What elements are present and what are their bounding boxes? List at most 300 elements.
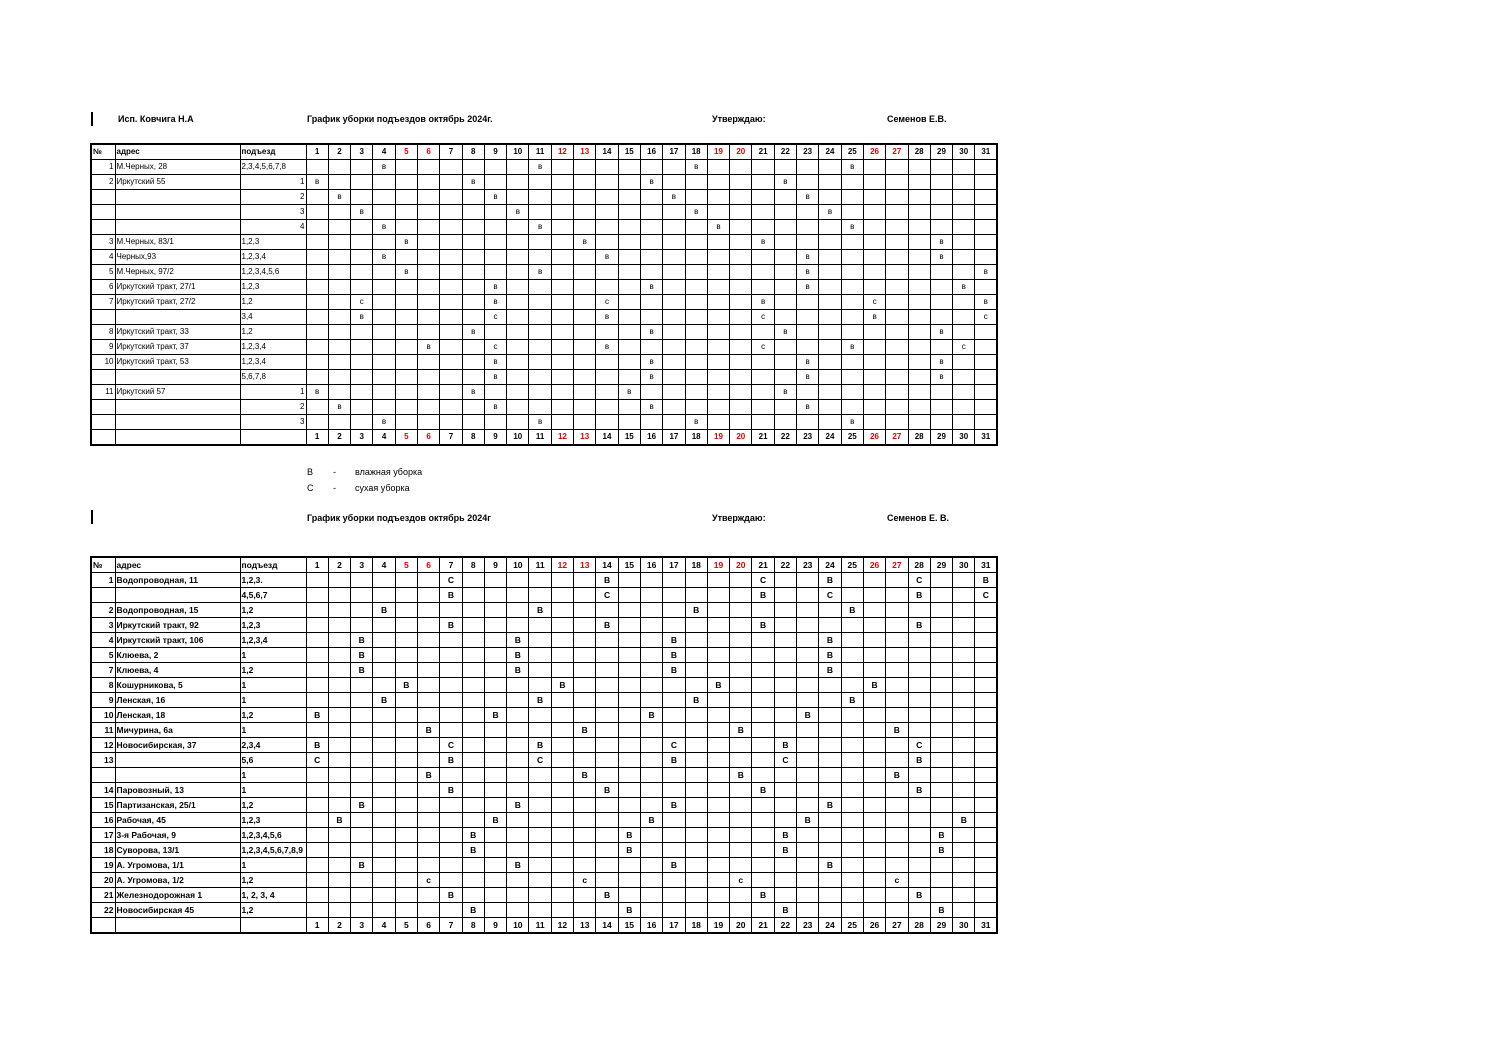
empty-cell: [685, 783, 707, 798]
empty-cell: [484, 873, 506, 888]
empty-cell: [841, 235, 863, 250]
empty-cell: [507, 588, 529, 603]
cleaning-mark: С: [306, 753, 328, 768]
empty-cell: [685, 903, 707, 918]
empty-cell: [886, 235, 908, 250]
address-cell: [115, 370, 240, 385]
empty-cell: [752, 738, 774, 753]
day-header: 19: [707, 144, 729, 160]
day-header: 1: [306, 430, 328, 446]
cleaning-mark: В: [529, 693, 551, 708]
empty-cell: [507, 603, 529, 618]
empty-cell: [574, 415, 596, 430]
empty-cell: [417, 618, 439, 633]
empty-cell: [685, 738, 707, 753]
empty-cell: [462, 220, 484, 235]
empty-cell: [908, 325, 930, 340]
cleaning-mark: В: [507, 858, 529, 873]
empty-cell: [395, 768, 417, 783]
empty-cell: [373, 723, 395, 738]
empty-cell: [618, 798, 640, 813]
empty-cell: [574, 828, 596, 843]
empty-cell: [819, 400, 841, 415]
empty-cell: [908, 723, 930, 738]
row-number: 11: [91, 385, 115, 400]
address-cell: М.Черных, 83/1: [115, 235, 240, 250]
empty-cell: [596, 355, 618, 370]
cleaning-mark: В: [930, 843, 952, 858]
cleaning-mark: с: [752, 340, 774, 355]
cleaning-mark: в: [306, 175, 328, 190]
row-number: 20: [91, 873, 115, 888]
address-cell: [115, 768, 240, 783]
empty-cell: [551, 235, 573, 250]
empty-cell: [596, 220, 618, 235]
empty-cell: [596, 370, 618, 385]
cleaning-mark: В: [774, 828, 796, 843]
cleaning-mark: в: [462, 325, 484, 340]
day-header: 6: [417, 918, 439, 934]
empty-cell: [529, 663, 551, 678]
empty-cell: [551, 265, 573, 280]
empty-cell: [953, 160, 975, 175]
empty-cell: [351, 175, 373, 190]
empty-cell: [730, 175, 752, 190]
empty-cell: [685, 618, 707, 633]
empty-cell: [484, 888, 506, 903]
empty-cell: [863, 280, 885, 295]
empty-cell: [730, 798, 752, 813]
cleaning-mark: в: [930, 355, 952, 370]
day-header: 20: [730, 144, 752, 160]
empty-cell: [975, 618, 997, 633]
empty-cell: [640, 573, 662, 588]
legend-code-dry: С: [307, 483, 314, 493]
empty-cell: [551, 295, 573, 310]
cleaning-mark: В: [908, 888, 930, 903]
empty-cell: [640, 753, 662, 768]
empty-cell: [440, 903, 462, 918]
empty-cell: [462, 858, 484, 873]
empty-cell: [730, 753, 752, 768]
day-header: 26: [863, 430, 885, 446]
empty-cell: [707, 250, 729, 265]
entrance-cell: 1: [240, 783, 306, 798]
empty-cell: [417, 573, 439, 588]
empty-cell: [685, 310, 707, 325]
empty-cell: [373, 903, 395, 918]
empty-cell: [640, 888, 662, 903]
empty-cell: [551, 693, 573, 708]
empty-cell: [797, 858, 819, 873]
empty-cell: [529, 355, 551, 370]
empty-cell: [640, 738, 662, 753]
cleaning-mark: в: [774, 385, 796, 400]
empty-cell: [908, 873, 930, 888]
empty-cell: [618, 648, 640, 663]
row-number: 2: [91, 603, 115, 618]
empty-cell: [395, 648, 417, 663]
empty-cell: [507, 843, 529, 858]
day-header: 25: [841, 557, 863, 573]
empty-cell: [574, 280, 596, 295]
empty-cell: [930, 175, 952, 190]
empty-cell: [863, 648, 885, 663]
column-header-entrance: подъезд: [240, 144, 306, 160]
day-header: 24: [819, 557, 841, 573]
empty-cell: [462, 415, 484, 430]
empty-cell: [730, 190, 752, 205]
empty-cell: [886, 400, 908, 415]
empty-cell: [351, 250, 373, 265]
empty-cell: [462, 888, 484, 903]
empty-cell: [529, 903, 551, 918]
empty-cell: [841, 768, 863, 783]
empty-cell: [484, 250, 506, 265]
row-number: 10: [91, 355, 115, 370]
empty-cell: [618, 888, 640, 903]
empty-cell: [975, 828, 997, 843]
empty-cell: [596, 280, 618, 295]
empty-cell: [685, 295, 707, 310]
empty-cell: [551, 415, 573, 430]
day-header: 27: [886, 557, 908, 573]
empty-cell: [551, 573, 573, 588]
empty-cell: [640, 190, 662, 205]
table-row: [91, 693, 997, 708]
cleaning-mark: В: [440, 783, 462, 798]
address-cell: М.Черных, 28: [115, 160, 240, 175]
empty-cell: [328, 250, 350, 265]
empty-cell: [395, 295, 417, 310]
empty-cell: [640, 648, 662, 663]
cleaning-mark: в: [707, 220, 729, 235]
empty-cell: [685, 340, 707, 355]
empty-cell: [574, 220, 596, 235]
empty-cell: [707, 175, 729, 190]
cleaning-mark: В: [841, 693, 863, 708]
empty-cell: [730, 205, 752, 220]
empty-cell: [663, 340, 685, 355]
cleaning-mark: В: [507, 798, 529, 813]
cleaning-mark: в: [685, 415, 707, 430]
empty-cell: [707, 843, 729, 858]
empty-cell: [462, 603, 484, 618]
empty-cell: [574, 160, 596, 175]
empty-cell: [574, 618, 596, 633]
empty-cell: [841, 325, 863, 340]
empty-cell: [551, 280, 573, 295]
cleaning-mark: в: [841, 220, 863, 235]
empty-cell: [774, 693, 796, 708]
empty-cell: [707, 813, 729, 828]
empty-cell: [707, 295, 729, 310]
empty-cell: [663, 325, 685, 340]
empty-cell: [395, 618, 417, 633]
empty-cell: [730, 648, 752, 663]
empty-cell: [328, 325, 350, 340]
empty-cell: [351, 265, 373, 280]
empty-cell: [953, 888, 975, 903]
address-cell: Иркутский 55: [115, 175, 240, 190]
empty-cell: [863, 783, 885, 798]
cleaning-mark: В: [730, 723, 752, 738]
legend-code-wet: В: [307, 467, 314, 477]
empty-cell: [395, 738, 417, 753]
cleaning-mark: В: [618, 843, 640, 858]
address-cell: Новосибирская, 37: [115, 738, 240, 753]
empty-cell: [685, 280, 707, 295]
empty-cell: [752, 190, 774, 205]
cleaning-mark: В: [930, 828, 952, 843]
empty-cell: [395, 708, 417, 723]
day-header: 25: [841, 918, 863, 934]
empty-cell: [351, 693, 373, 708]
cleaning-mark: В: [819, 633, 841, 648]
empty-cell: [328, 633, 350, 648]
empty-cell: [484, 588, 506, 603]
empty-cell: [975, 325, 997, 340]
table-row: [91, 280, 997, 295]
table-row: [91, 385, 997, 400]
table-row: [91, 843, 997, 858]
empty-cell: [908, 385, 930, 400]
empty-cell: [975, 648, 997, 663]
empty-cell: [819, 873, 841, 888]
empty-cell: [395, 160, 417, 175]
empty-cell: [975, 738, 997, 753]
empty-cell: [730, 858, 752, 873]
empty-cell: [529, 385, 551, 400]
empty-cell: [797, 573, 819, 588]
empty-cell: [328, 678, 350, 693]
day-header: 13: [574, 430, 596, 446]
day-header: 29: [930, 430, 952, 446]
cleaning-mark: В: [663, 663, 685, 678]
empty-cell: [328, 738, 350, 753]
empty-cell: [886, 648, 908, 663]
empty-cell: [797, 783, 819, 798]
empty-cell: [908, 798, 930, 813]
empty-cell: [462, 753, 484, 768]
empty-cell: [618, 708, 640, 723]
empty-cell: [863, 798, 885, 813]
empty-cell: [841, 783, 863, 798]
cleaning-mark: в: [529, 415, 551, 430]
empty-cell: [863, 160, 885, 175]
empty-cell: [730, 828, 752, 843]
entrance-cell: 1: [240, 693, 306, 708]
day-header: 9: [484, 918, 506, 934]
empty-cell: [752, 723, 774, 738]
cleaning-mark: В: [663, 858, 685, 873]
empty-cell: [707, 160, 729, 175]
empty-cell: [863, 250, 885, 265]
day-header: 21: [752, 918, 774, 934]
empty-cell: [930, 415, 952, 430]
empty-cell: [797, 738, 819, 753]
empty-cell: [551, 355, 573, 370]
empty-cell: [395, 250, 417, 265]
empty-cell: [640, 603, 662, 618]
empty-cell: [930, 753, 952, 768]
empty-cell: [841, 573, 863, 588]
approver-name-2: Семенов Е. В.: [887, 513, 950, 523]
cleaning-mark: В: [351, 798, 373, 813]
empty-cell: [440, 325, 462, 340]
cleaning-mark: в: [574, 235, 596, 250]
empty-cell: [462, 783, 484, 798]
empty-cell: [863, 340, 885, 355]
empty-cell: [306, 280, 328, 295]
empty-cell: [462, 190, 484, 205]
empty-cell: [975, 160, 997, 175]
empty-cell: [975, 355, 997, 370]
empty-cell: [930, 633, 952, 648]
empty-cell: [819, 250, 841, 265]
cleaning-mark: В: [774, 738, 796, 753]
empty-cell: [440, 798, 462, 813]
empty-cell: [373, 400, 395, 415]
empty-cell: [440, 768, 462, 783]
empty-cell: [863, 753, 885, 768]
empty-cell: [886, 858, 908, 873]
row-number: [91, 370, 115, 385]
empty-cell: [351, 813, 373, 828]
empty-cell: [953, 783, 975, 798]
empty-cell: [91, 918, 115, 934]
cleaning-mark: с: [752, 310, 774, 325]
empty-cell: [351, 190, 373, 205]
empty-cell: [685, 588, 707, 603]
cleaning-mark: В: [663, 798, 685, 813]
empty-cell: [529, 325, 551, 340]
empty-cell: [975, 663, 997, 678]
empty-cell: [596, 813, 618, 828]
address-cell: 3-я Рабочая, 9: [115, 828, 240, 843]
empty-cell: [774, 400, 796, 415]
empty-cell: [707, 280, 729, 295]
empty-cell: [507, 783, 529, 798]
empty-cell: [953, 648, 975, 663]
schedule-table-1: [90, 143, 998, 446]
empty-cell: [618, 603, 640, 618]
empty-cell: [351, 370, 373, 385]
day-header: 2: [328, 918, 350, 934]
empty-cell: [930, 573, 952, 588]
row-number: 5: [91, 648, 115, 663]
day-header: 8: [462, 430, 484, 446]
day-header: 30: [953, 144, 975, 160]
empty-cell: [841, 723, 863, 738]
empty-cell: [507, 415, 529, 430]
empty-cell: [707, 903, 729, 918]
empty-cell: [574, 325, 596, 340]
empty-cell: [975, 220, 997, 235]
empty-cell: [975, 385, 997, 400]
empty-cell: [797, 160, 819, 175]
empty-cell: [752, 370, 774, 385]
empty-cell: [551, 663, 573, 678]
empty-cell: [373, 888, 395, 903]
empty-cell: [774, 633, 796, 648]
day-header: 11: [529, 918, 551, 934]
cleaning-mark: в: [975, 295, 997, 310]
empty-cell: [707, 618, 729, 633]
row-number: 4: [91, 250, 115, 265]
empty-cell: [707, 340, 729, 355]
empty-cell: [417, 813, 439, 828]
empty-cell: [663, 355, 685, 370]
cleaning-mark: в: [841, 415, 863, 430]
empty-cell: [373, 753, 395, 768]
empty-cell: [930, 678, 952, 693]
cleaning-mark: В: [417, 768, 439, 783]
empty-cell: [417, 903, 439, 918]
empty-cell: [863, 220, 885, 235]
empty-cell: [953, 400, 975, 415]
empty-cell: [886, 603, 908, 618]
entrance-cell: 3: [240, 415, 306, 430]
entrance-cell: 2: [240, 190, 306, 205]
empty-cell: [417, 280, 439, 295]
empty-cell: [507, 828, 529, 843]
cleaning-mark: в: [797, 400, 819, 415]
day-header: 16: [640, 430, 662, 446]
cleaning-mark: в: [774, 175, 796, 190]
empty-cell: [462, 708, 484, 723]
empty-cell: [529, 843, 551, 858]
empty-cell: [797, 415, 819, 430]
cleaning-mark: в: [373, 220, 395, 235]
empty-cell: [863, 175, 885, 190]
empty-cell: [306, 588, 328, 603]
empty-cell: [774, 798, 796, 813]
empty-cell: [529, 633, 551, 648]
column-header-num: №: [91, 557, 115, 573]
empty-cell: [440, 813, 462, 828]
empty-cell: [975, 190, 997, 205]
empty-cell: [797, 175, 819, 190]
day-header: 21: [752, 430, 774, 446]
empty-cell: [908, 708, 930, 723]
empty-cell: [730, 235, 752, 250]
empty-cell: [797, 325, 819, 340]
empty-cell: [417, 603, 439, 618]
empty-cell: [417, 648, 439, 663]
table-row: [91, 783, 997, 798]
empty-cell: [395, 400, 417, 415]
empty-cell: [529, 828, 551, 843]
empty-cell: [886, 633, 908, 648]
empty-cell: [596, 723, 618, 738]
empty-cell: [886, 573, 908, 588]
empty-cell: [507, 220, 529, 235]
empty-cell: [819, 325, 841, 340]
empty-cell: [841, 813, 863, 828]
empty-cell: [351, 843, 373, 858]
day-header: 20: [730, 557, 752, 573]
empty-cell: [752, 753, 774, 768]
day-header: 3: [351, 918, 373, 934]
empty-cell: [395, 873, 417, 888]
empty-cell: [797, 678, 819, 693]
empty-cell: [618, 678, 640, 693]
cleaning-mark: в: [841, 160, 863, 175]
empty-cell: [819, 768, 841, 783]
empty-cell: [618, 588, 640, 603]
day-header: 12: [551, 918, 573, 934]
